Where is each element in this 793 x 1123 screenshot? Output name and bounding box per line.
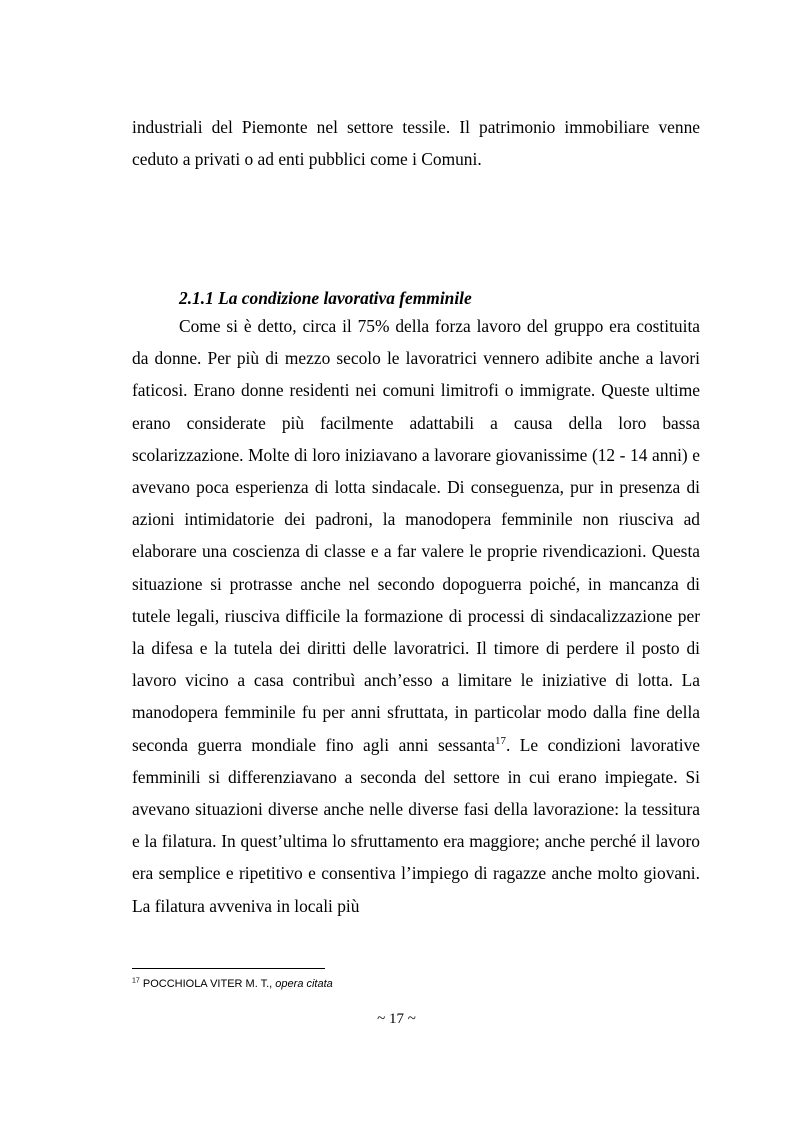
top-paragraph: industriali del Piemonte nel settore tessile. Il patrimonio immobiliare venne ceduto a privati o ad enti pubblici come i Comuni. bbox=[132, 117, 700, 170]
main-paragraph-part1: Come si è detto, circa il 75% della forza lavoro del gruppo era costituita da donne. Per più di mezzo secolo le lavoratrici vennero adibite anche a lavori faticosi. Erano donne residenti nei comuni limitrofi o immigrate. Queste ultime erano considerate più facilmente adattabili a causa della loro bassa scolarizzazione. Molte di loro iniziavano a lavorare giovanissime (12 - 14 anni) e avevano poca esperienza di lotta sindacale. Di conseguenza, pur in presenza di azioni intimidatorie dei padroni, la manodopera femminile non riusciva ad elaborare una coscienza di classe e a far valere le proprie rivendicazioni. Questa situazione si protrasse anche nel secondo dopoguerra poiché, in mancanza di tutele legali, riusciva difficile la formazione di processi di sindacalizzazione per la difesa e la tutela dei diritti delle lavoratrici. Il timore di perdere il posto di lavoro vicino a casa contribuì anch’esso a limitare le iniziative di lotta. La manodopera femminile fu per anni sfruttata, in particolar modo dalla fine della seconda guerra mondiale fino agli anni sessanta bbox=[132, 316, 700, 755]
footnote-separator bbox=[132, 968, 325, 969]
section-heading: 2.1.1 La condizione lavorativa femminile bbox=[179, 288, 472, 308]
footnote-number: 17 bbox=[132, 977, 140, 985]
footnote bbox=[132, 976, 333, 992]
main-paragraph-part2: . Le condizioni lavorative femminili si differenziavano a seconda del settore in cui erano impiegate. Si avevano situazioni diverse anche nelle diverse fasi della lavorazione: la tessitura e la filatura. In quest’ultima lo sfruttamento era maggiore; anche perché il lavoro era semplice e ripetitivo e consentiva l’impiego di ragazze anche molto giovani. La filatura avveniva in locali più bbox=[132, 734, 700, 916]
footnote-author: POCCHIOLA VITER M. T., bbox=[139, 978, 276, 990]
footnote-reference[interactable]: 17 bbox=[494, 734, 506, 747]
main-paragraph bbox=[132, 310, 700, 922]
footnote-work: opera citata bbox=[275, 978, 333, 990]
page-number: ~ 17 ~ bbox=[377, 1011, 416, 1027]
